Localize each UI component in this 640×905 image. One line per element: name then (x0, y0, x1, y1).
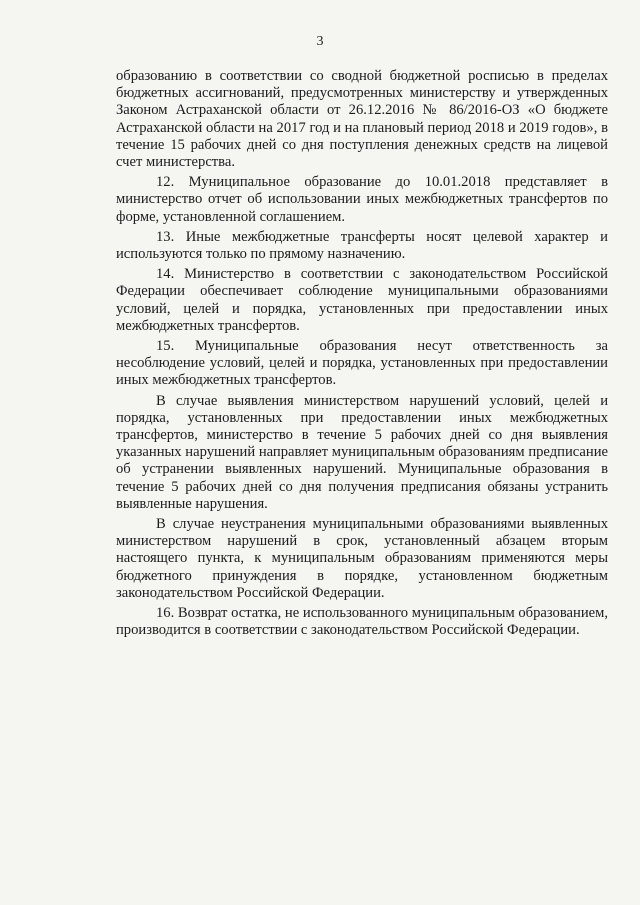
document-body (116, 68, 608, 643)
paragraph-continuation: образованию в соответствии со сводной бюджетной росписью в пределах бюджетных ассигнований, предусмотренных министерству и утвержденных Законом Астраханской области от 26.12.2016 № 86/2016-ОЗ «О бюджете Астраханской области на 2017 год и на плановый период 2018 и 2019 годов», в течение 15 рабочих дней со дня поступления денежных средств на лицевой счет министерства. (116, 68, 608, 171)
page-number: 3 (316, 34, 324, 49)
paragraph-15-violations: В случае выявления министерством нарушений условий, целей и порядка, установленных при предоставлении иных межбюджетных трансфертов, министерство в течение 5 рабочих дней со дня выявления указанных нарушений направляет муниципальным образованиям предписание об устранении выявленных нарушений. Муниципальные образования в течение 5 рабочих дней со дня получения предписания обязаны устранить выявленные нарушения. (116, 392, 608, 512)
paragraph-12: 12. Муниципальное образование до 10.01.2018 представляет в министерство отчет об использовании иных межбюджетных трансфертов по форме, установленной соглашением. (116, 174, 608, 225)
paragraph-13: 13. Иные межбюджетные трансферты носят целевой характер и используются только по прямому назначению. (116, 228, 608, 263)
paragraph-15: 15. Муниципальные образования несут ответственность за несоблюдение условий, целей и порядка, установленных при предоставлении иных межбюджетных трансфертов. (116, 338, 608, 389)
paragraph-16: 16. Возврат остатка, не использованного муниципальным образованием, производится в соответствии с законодательством Российской Федерации. (116, 605, 608, 639)
paragraph-15-enforcement: В случае неустранения муниципальными образованиями выявленных министерством нарушений в срок, установленный абзацем вторым настоящего пункта, к муниципальным образованиям применяются меры бюджетного принуждения в порядке, установленном бюджетным законодательством Российской Федерации. (116, 516, 608, 601)
paragraph-14: 14. Министерство в соответствии с законодательством Российской Федерации обеспечивает соблюдение муниципальными образованиями условий, целей и порядка, установленных при предоставлении иных межбюджетных трансфертов. (116, 266, 608, 334)
